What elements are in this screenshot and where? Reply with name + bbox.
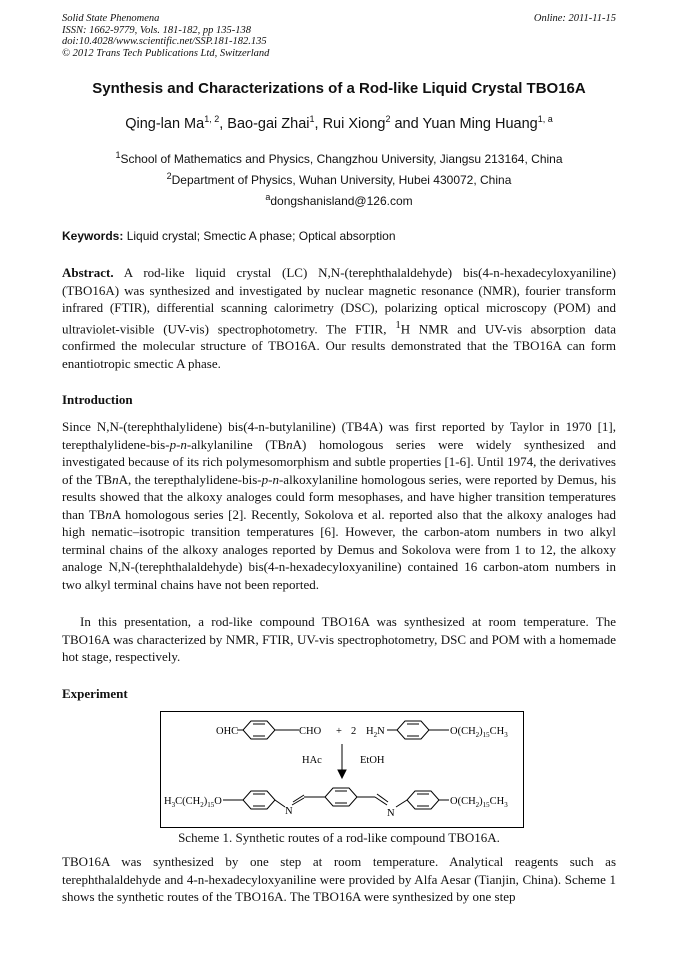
abstract-superscript: 1 — [395, 318, 401, 331]
italic-variable: n — [105, 506, 112, 522]
italic-variable: n — [180, 436, 187, 452]
reactant2-right-group — [450, 726, 508, 739]
subscript: 15 — [482, 731, 490, 739]
formula-part: N — [377, 726, 385, 737]
formula-part: H — [366, 726, 374, 737]
author-affiliation-mark: 1 — [309, 114, 315, 124]
affiliation — [0, 150, 678, 166]
contact-email — [0, 192, 678, 208]
italic-variable: p — [261, 471, 269, 487]
subscript: 2 — [475, 801, 480, 809]
paper-title: Synthesis and Characterizations of a Rod-like Liquid Crystal TBO16A — [92, 80, 586, 97]
doi-line: doi:10.4028/www.scientific.net/SSP.181-182.135 — [62, 36, 267, 47]
formula-part: ) — [479, 726, 483, 737]
solvent-label: EtOH — [360, 755, 385, 766]
introduction-paragraph: In this presentation, a rod-like compound TBO16A was synthesized at room temperature. The TBO16A was characterized by NMR, FTIR, UV-vis spectrophotometry, DSC and POM with a homemade hot stage, respectively. — [62, 614, 616, 664]
formula-part: C(CH — [175, 796, 201, 807]
subscript: 15 — [207, 801, 215, 809]
italic-variable: p — [169, 436, 177, 452]
affiliation-mark: 1 — [115, 150, 121, 160]
experiment-paragraph: TBO16A was synthesized by one step at room temperature. Analytical reagents such as terephthalaldehyde and 4-n-hexadecyloxyaniline were provided by Alfa Aesar (Tianjin, China). Scheme 1 shows the synthetic routes of the TBO16A. The TBO16A were synthesized by one step — [62, 854, 616, 904]
subscript: 3 — [171, 801, 176, 809]
subscript: 3 — [504, 801, 508, 809]
formula-part: ) — [203, 796, 208, 807]
author-name: Qing-lan Ma — [125, 115, 205, 132]
email-mark: a — [265, 192, 271, 202]
stoichiometric-coefficient: 2 — [351, 726, 357, 737]
keywords-text: Liquid crystal; Smectic A phase; Optical absorption — [123, 229, 396, 243]
author-affiliation-mark: 1, a — [537, 114, 553, 124]
plus-sign: + — [336, 726, 342, 737]
affiliation-text: Department of Physics, Wuhan University, Hubei 430072, China — [171, 173, 512, 187]
paragraph-text: A, the terepthalylidene-bis- — [118, 471, 262, 487]
formula-part: ) — [479, 796, 483, 807]
scheme-caption: Scheme 1. Synthetic routes of a rod-like compound TBO16A. — [178, 830, 500, 845]
online-date: Online: 2011-11-15 — [533, 13, 616, 24]
author-affiliation-mark: 1, 2 — [204, 114, 220, 124]
section-heading-experiment: Experiment — [62, 686, 128, 701]
affiliation — [0, 171, 678, 187]
abstract-paragraph — [62, 264, 616, 372]
paragraph-text: A homologous series [2]. Recently, Sokolova et al. reported also that the alkoxy analoges had high nematic–isotropic transition temperatures [6]. However, the carbon-atom numbers in two alkyl terminal chains of the alkoxy analoges reported by Demus and Sokolova were from 1 to 12, the alkoxy analoge N,N-(terephthalaldehyde) bis(4-n-hexadecyloxyaniline) contained 16 carbon-atom numbers in two alkyl terminal chains have not been reported. — [62, 506, 616, 592]
formula-part: O(CH — [450, 726, 476, 737]
italic-variable: n — [112, 471, 119, 487]
introduction-paragraph — [62, 418, 616, 593]
product-right-group — [450, 796, 508, 809]
paragraph-text: - — [176, 436, 181, 452]
author-separator: and — [390, 115, 423, 132]
catalyst-label: HAc — [302, 755, 322, 766]
copyright-line: © 2012 Trans Tech Publications Ltd, Switzerland — [62, 47, 270, 59]
author-separator: , — [219, 115, 228, 132]
reactant2-left-group — [366, 726, 385, 739]
paragraph-text: -alkylaniline (TB — [186, 436, 287, 452]
author-list — [0, 114, 678, 132]
abstract-label: Abstract. — [62, 265, 114, 280]
paragraph-text: -alkoxylaniline homologous series, were reported by Demus, his results showed that the alkoxy analoges could form mesophases, and have higher transition temperatures than TB — [62, 471, 616, 522]
author-name: Rui Xiong — [322, 115, 386, 132]
email-address[interactable]: dongshanisland@126.com — [270, 194, 413, 208]
issn-line: ISSN: 1662-9779, Vols. 181-182, pp 135-138 — [62, 24, 251, 36]
author-name: Yuan Ming Huang — [422, 115, 538, 132]
abstract-text: H NMR and UV-vis absorption data confirmed the molecular structure of TBO16A. Our results demonstrated that the TBO16A can form enantiotropic smectic A phase. — [62, 320, 616, 371]
italic-variable: n — [286, 436, 293, 452]
keywords-line — [62, 229, 616, 243]
formula-part: CH — [489, 726, 505, 737]
journal-header — [62, 13, 616, 59]
imine-nitrogen: N — [285, 806, 293, 817]
affiliation-text: School of Mathematics and Physics, Changzhou University, Jiangsu 213164, China — [120, 152, 563, 166]
formula-part: O(CH — [450, 796, 476, 807]
synthesis-scheme — [160, 711, 524, 828]
author-affiliation-mark: 2 — [385, 114, 391, 124]
subscript: 2 — [373, 731, 378, 739]
formula-part: CH — [489, 796, 505, 807]
author-name: Bao-gai Zhai — [227, 115, 310, 132]
abstract-text: A rod-like liquid crystal (LC) N,N-(terephthalaldehyde) bis(4-n-hexadecyloxyaniline) (TBO16A) was synthesized and investigated by nuclear magnetic resonance (NMR), fourier transform infrared (FTIR), differential scanning calorimetry (DSC), polarizing optical microscopy (POM) and ultraviolet-visible (UV-vis) spectrophotometry. The FTIR, — [62, 265, 616, 336]
section-heading-introduction: Introduction — [62, 392, 133, 407]
imine-nitrogen: N — [387, 808, 395, 819]
subscript: 2 — [475, 731, 480, 739]
journal-name: Solid State Phenomena — [62, 13, 160, 24]
subscript: 3 — [504, 731, 508, 739]
formula-part: O — [214, 796, 222, 807]
subscript: 2 — [200, 801, 204, 809]
reactant1-right-group: CHO — [299, 726, 322, 737]
reactant1-left-group: OHC — [216, 726, 239, 737]
affiliation-mark: 2 — [166, 171, 172, 181]
paragraph-text: Since N,N-(terephthalylidene) bis(4-n-butylaniline) (TB4A) was first reported by Taylor in 1970 [1], terepthalylidene-bis- — [62, 419, 616, 452]
subscript: 15 — [482, 801, 490, 809]
italic-variable: n — [272, 471, 279, 487]
formula-part: H — [164, 796, 172, 807]
keywords-label: Keywords: — [62, 229, 124, 243]
product-left-group — [164, 796, 222, 809]
paragraph-text: - — [268, 471, 273, 487]
paragraph-text: A) homologous series were widely synthesized and investigated because of its rich polymesomorphism and subtle properties [1-6]. Until 1974, the derivatives of the TB — [62, 436, 616, 487]
author-separator: , — [314, 115, 323, 132]
reaction-diagram — [161, 712, 523, 827]
